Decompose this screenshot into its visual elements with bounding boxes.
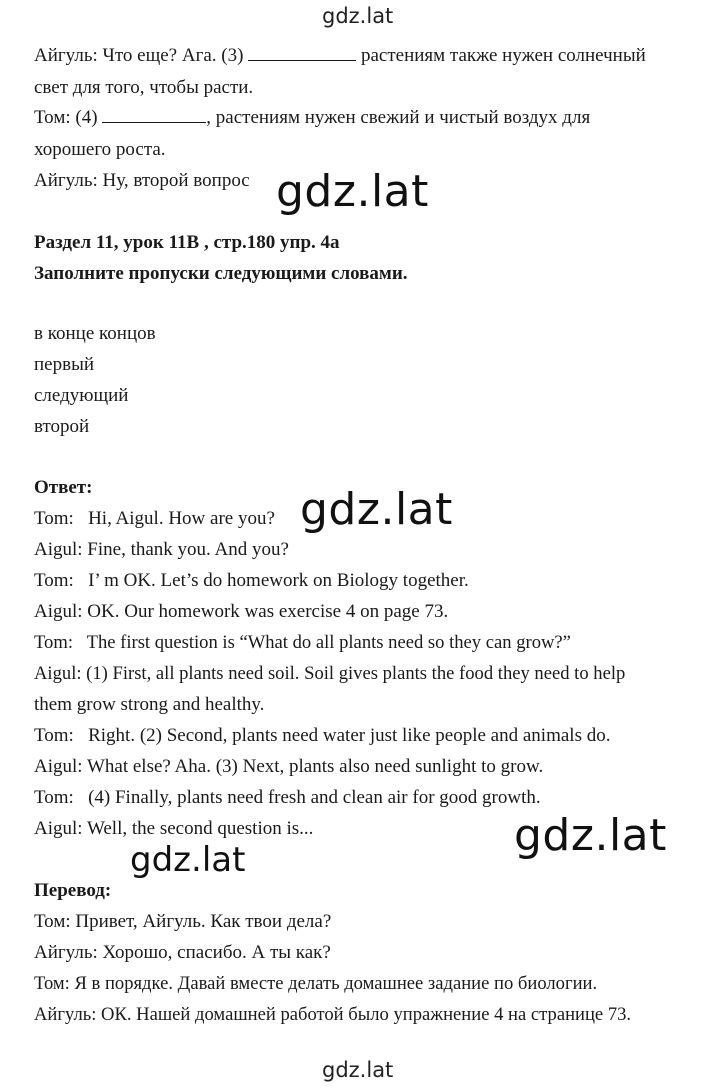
- translation-line: Том: Привет, Айгуль. Как твои дела?: [34, 911, 332, 932]
- watermark-big-3: gdz.lat: [514, 810, 667, 861]
- answer-line: Aigul: Fine, thank you. And you?: [34, 539, 289, 560]
- answer-line: Tom: (4) Finally, plants need fresh and clean air for good growth.: [34, 787, 541, 808]
- translation-line: Айгуль: Хорошо, спасибо. А ты как?: [34, 942, 331, 963]
- answer-line: Tom: Right. (2) Second, plants need water just like people and animals do.: [34, 725, 611, 746]
- answer-line: them grow strong and healthy.: [34, 694, 265, 715]
- intro-line-5: Айгуль: Ну, второй вопрос: [34, 170, 250, 191]
- answer-line: Aigul: Well, the second question is...: [34, 818, 314, 839]
- watermark-big-1: gdz.lat: [276, 166, 429, 217]
- blank-4: [102, 108, 206, 123]
- watermark-bottom: gdz.lat: [322, 1058, 394, 1082]
- intro-line-3: [34, 107, 590, 129]
- intro-line-1b: растениям также нужен солнечный: [360, 45, 646, 66]
- section-heading: Раздел 11, урок 11В , стр.180 упр. 4а: [34, 232, 340, 253]
- intro-line-1a: Айгуль: Что еще? Ага. (3): [34, 45, 244, 66]
- translation-line: Айгуль: ОК. Нашей домашней работой было упражнение 4 на странице 73.: [34, 1004, 632, 1025]
- answer-line: Tom: Hi, Aigul. How are you?: [34, 508, 275, 529]
- word-item: первый: [34, 354, 95, 375]
- watermark-big-2: gdz.lat: [300, 484, 453, 535]
- intro-line-1: [34, 45, 646, 67]
- section-instruction: Заполните пропуски следующими словами.: [34, 263, 408, 284]
- translation-heading: Перевод:: [34, 880, 112, 901]
- word-item: следующий: [34, 385, 129, 406]
- translation-line: Том: Я в порядке. Давай вместе делать домашнее задание по биологии.: [34, 973, 598, 994]
- intro-line-2: свет для того, чтобы расти.: [34, 77, 254, 98]
- answer-line: Tom: I’ m OK. Let’s do homework on Biology together.: [34, 570, 469, 591]
- word-item: второй: [34, 416, 90, 437]
- watermark-mid: gdz.lat: [130, 840, 246, 880]
- intro-line-3b: , растениям нужен свежий и чистый воздух для: [206, 107, 591, 128]
- answer-line: Aigul: OK. Our homework was exercise 4 on page 73.: [34, 601, 449, 622]
- answer-line: Aigul: What else? Aha. (3) Next, plants also need sunlight to grow.: [34, 756, 544, 777]
- word-item: в конце концов: [34, 323, 156, 344]
- watermark-top: gdz.lat: [322, 4, 394, 28]
- intro-line-4: хорошего роста.: [34, 139, 166, 160]
- blank-3: [248, 46, 356, 61]
- intro-line-3a: Том: (4): [34, 107, 98, 128]
- answer-heading: Ответ:: [34, 477, 93, 498]
- answer-line: Aigul: (1) First, all plants need soil. Soil gives plants the food they need to help: [34, 663, 626, 684]
- answer-line: Tom: The first question is “What do all plants need so they can grow?”: [34, 632, 571, 653]
